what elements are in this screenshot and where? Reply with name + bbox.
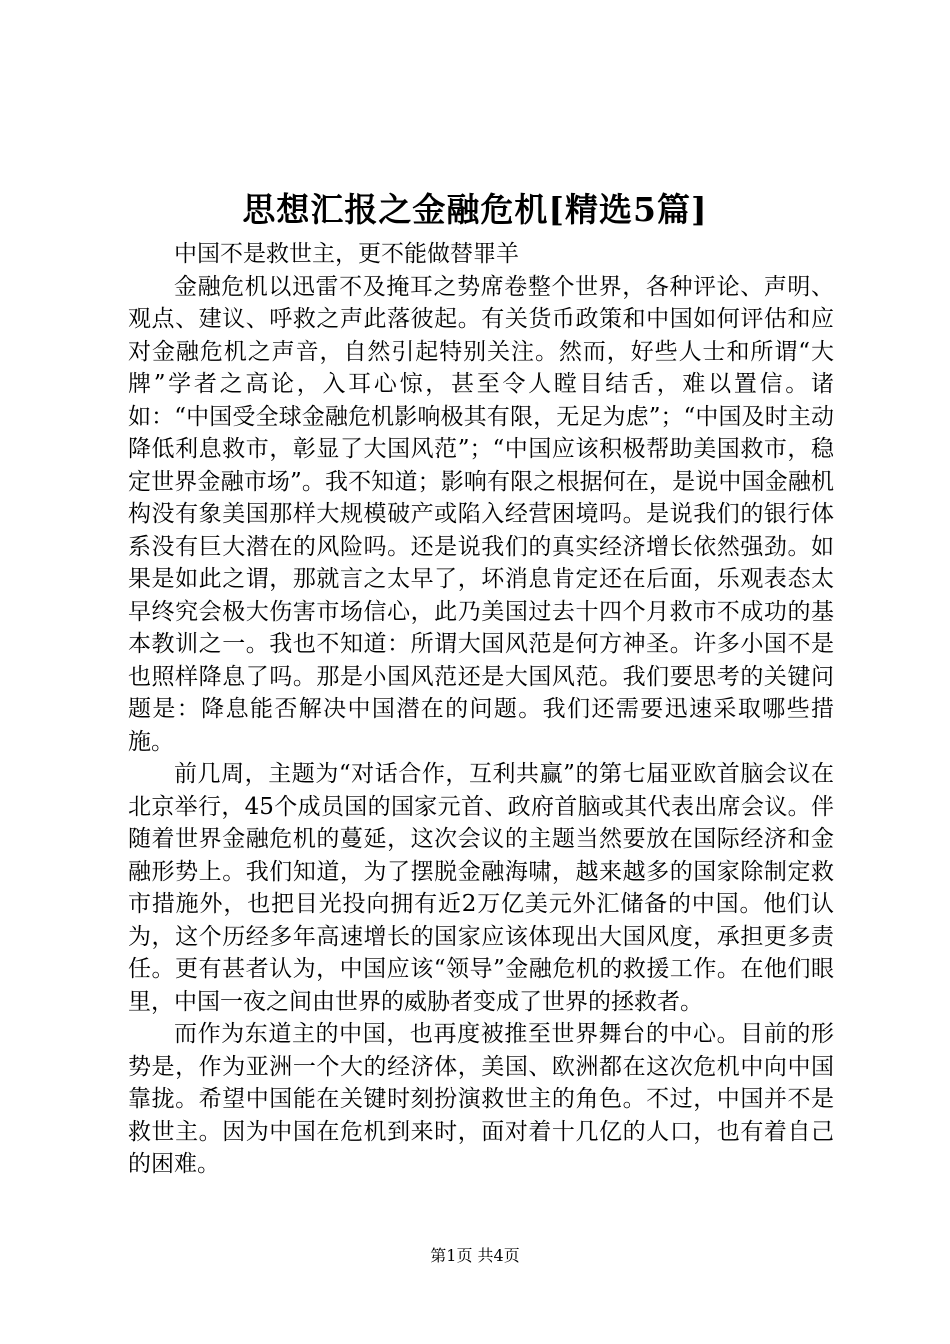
- paragraph: 前几周，主题为“对话合作，互利共赢”的第七届亚欧首脑会议在北京举行，45个成员国的国家元首、政府首脑或其代表出席会议。伴随着世界金融危机的蔓延，这次会议的主题当然要放在国际经济和金融形势上。我们知道，为了摆脱金融海啸，越来越多的国家除制定救市措施外，也把目光投向拥有近2万亿美元外汇储备的中国。他们认为，这个历经多年高速增长的国家应该体现出大国风度，承担更多责任。更有甚者认为，中国应该“领导”金融危机的救援工作。在他们眼里，中国一夜之间由世界的威胁者变成了世界的拯救者。: [128, 761, 834, 1015]
- document-body: [128, 238, 834, 1181]
- document-title: 思想汇报之金融危机[精选5篇]: [242, 190, 708, 229]
- paragraph: 而作为东道主的中国，也再度被推至世界舞台的中心。目前的形势是，作为亚洲一个大的经济体，美国、欧洲都在这次危机中向中国靠拢。希望中国能在关键时刻扮演救世主的角色。不过，中国并不是救世主。因为中国在危机到来时，面对着十几亿的人口，也有着自己的困难。: [128, 1021, 834, 1177]
- page-footer: 第1页 共4页: [430, 1246, 520, 1265]
- paragraph: 金融危机以迅雷不及掩耳之势席卷整个世界，各种评论、声明、观点、建议、呼救之声此落彼起。有关货币政策和中国如何评估和应对金融危机之声音，自然引起特别关注。然而，好些人士和所谓“大牌”学者之高论，入耳心惊，甚至令人瞠目结舌，难以置信。诸如：“中国受全球金融危机影响极其有限，无足为虑”；“中国及时主动降低利息救市，彰显了大国风范”；“中国应该积极帮助美国救市，稳定世界金融市场”。我不知道；影响有限之根据何在，是说中国金融机构没有象美国那样大规模破产或陷入经营困境吗。是说我们的银行体系没有巨大潜在的风险吗。还是说我们的真实经济增长依然强劲。如果是如此之谓，那就言之太早了，坏消息肯定还在后面，乐观表态太早终究会极大伤害市场信心，此乃美国过去十四个月救市不成功的基本教训之一。我也不知道：所谓大国风范是何方神圣。许多小国不是也照样降息了吗。那是小国风范还是大国风范。我们要思考的关键问题是：降息能否解决中国潜在的问题。我们还需要迅速采取哪些措施。: [128, 273, 834, 755]
- paragraph-subtitle: 中国不是救世主，更不能做替罪羊: [174, 241, 519, 267]
